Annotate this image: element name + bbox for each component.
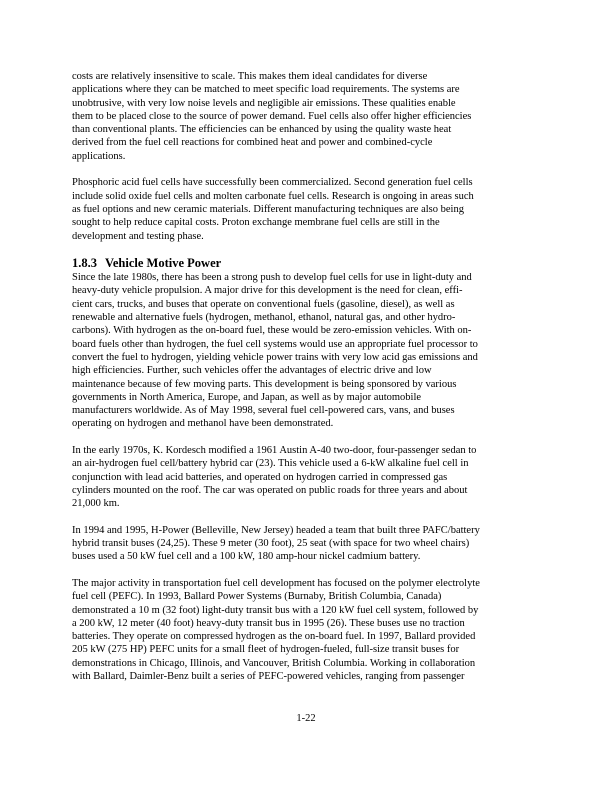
section-heading	[72, 256, 540, 270]
text-line: them to be placed close to the source of power demand. Fuel cells also offer higher efficiencies	[72, 110, 472, 122]
text-line: conjunction with lead acid batteries, and operated on hydrogen carried in compressed gas	[72, 471, 448, 483]
text-line: applications.	[72, 150, 126, 162]
section-title: Vehicle Motive Power	[105, 256, 222, 271]
text-line: high efficiencies. Further, such vehicles offer the advantages of electric drive and low	[72, 365, 432, 377]
text-line: unobtrusive, with very low noise levels and negligible air emissions. These qualities enable	[72, 97, 456, 109]
text-line: convert the fuel to hydrogen, yielding vehicle power trains with very low acid gas emissions and	[72, 351, 478, 363]
text-line: board fuels other than hydrogen, the fuel cell systems would use an appropriate fuel processor to	[72, 338, 478, 350]
text-line: In 1994 and 1995, H-Power (Belleville, New Jersey) headed a team that built three PAFC/battery	[72, 524, 480, 536]
paragraph	[72, 444, 540, 510]
text-line: derived from the fuel cell reactions for combined heat and power and combined-cycle	[72, 137, 433, 149]
text-line: a 200 kW, 12 meter (40 foot) heavy-duty transit bus in 1995 (26). These buses use no traction	[72, 617, 465, 629]
text-line: fuel cell (PEFC). In 1993, Ballard Power Systems (Burnaby, British Columbia, Canada)	[72, 591, 442, 603]
paragraph	[72, 176, 540, 242]
text-line: governments in North America, Europe, and Japan, as well as by major automobile	[72, 391, 422, 403]
paragraph	[72, 524, 540, 564]
text-line: cylinders mounted on the roof. The car was operated on public roads for three years and about	[72, 484, 468, 496]
text-line: buses used a 50 kW fuel cell and a 100 kW, 180 amp-hour nickel cadmium battery.	[72, 551, 421, 563]
text-line: The major activity in transportation fuel cell development has focused on the polymer electrolyte	[72, 577, 480, 589]
text-line: applications where they can be matched to meet specific load requirements. The systems are	[72, 84, 460, 96]
text-line: sought to help reduce capital costs. Proton exchange membrane fuel cells are still in the	[72, 217, 440, 229]
text-line: Phosphoric acid fuel cells have successfully been commercialized. Second generation fuel cells	[72, 177, 473, 189]
text-line: operating on hydrogen and methanol have been demonstrated.	[72, 418, 334, 430]
text-line: manufacturers worldwide. As of May 1998, several fuel cell-powered cars, vans, and buses	[72, 405, 455, 417]
text-line: as fuel options and new ceramic materials. Different manufacturing techniques are also being	[72, 203, 464, 215]
paragraph	[72, 271, 540, 431]
text-line: than conventional plants. The efficiencies can be enhanced by using the quality waste heat	[72, 124, 452, 136]
text-line: heavy-duty vehicle propulsion. A major drive for this development is the need for clean, effi-	[72, 285, 463, 297]
page-number: 1-22	[296, 713, 316, 724]
text-line: 21,000 km.	[72, 498, 120, 510]
text-line: Since the late 1980s, there has been a strong push to develop fuel cells for use in light-duty and	[72, 272, 472, 284]
paragraphs-after-heading	[72, 271, 540, 683]
section-number: 1.8.3	[72, 256, 97, 271]
text-line: costs are relatively insensitive to scale. This makes them ideal candidates for diverse	[72, 71, 428, 82]
text-line: 205 kW (275 HP) PEFC units for a small fleet of hydrogen-fueled, full-size transit buses for	[72, 644, 460, 656]
text-line: with Ballard, Daimler-Benz built a series of PEFC-powered vehicles, ranging from passenger	[72, 671, 465, 683]
text-line: an air-hydrogen fuel cell/battery hybrid car (23). This vehicle used a 6-kW alkaline fuel cell in	[72, 458, 469, 470]
text-line: maintenance because of few moving parts. This development is being sponsored by various	[72, 378, 457, 390]
text-line: cient cars, trucks, and buses that operate on conventional fuels (gasoline, diesel), as well as	[72, 298, 455, 310]
page-content	[72, 70, 540, 697]
text-line: demonstrations in Chicago, Illinois, and Vancouver, British Columbia. Working in collaboration	[72, 657, 476, 669]
paragraph	[72, 577, 540, 683]
text-line: renewable and alternative fuels (hydrogen, methanol, ethanol, natural gas, and other hydro-	[72, 312, 456, 324]
text-line: include solid oxide fuel cells and molten carbonate fuel cells. Research is ongoing in areas such	[72, 190, 474, 202]
text-line: development and testing phase.	[72, 230, 204, 242]
text-line: batteries. They operate on compressed hydrogen as the on-board fuel. In 1997, Ballard provided	[72, 631, 476, 643]
text-line: hybrid transit buses (24,25). These 9 meter (30 foot), 25 seat (with space for two wheel chairs)	[72, 538, 470, 550]
text-line: In the early 1970s, K. Kordesch modified a 1961 Austin A-40 two-door, four-passenger sedan to	[72, 445, 477, 457]
text-line: carbons). With hydrogen as the on-board fuel, these would be zero-emission vehicles. With on-	[72, 325, 472, 337]
paragraph	[72, 70, 540, 163]
text-line: demonstrated a 10 m (32 foot) light-duty transit bus with a 120 kW fuel cell system, followed by	[72, 604, 479, 616]
paragraphs-before-heading	[72, 70, 540, 243]
